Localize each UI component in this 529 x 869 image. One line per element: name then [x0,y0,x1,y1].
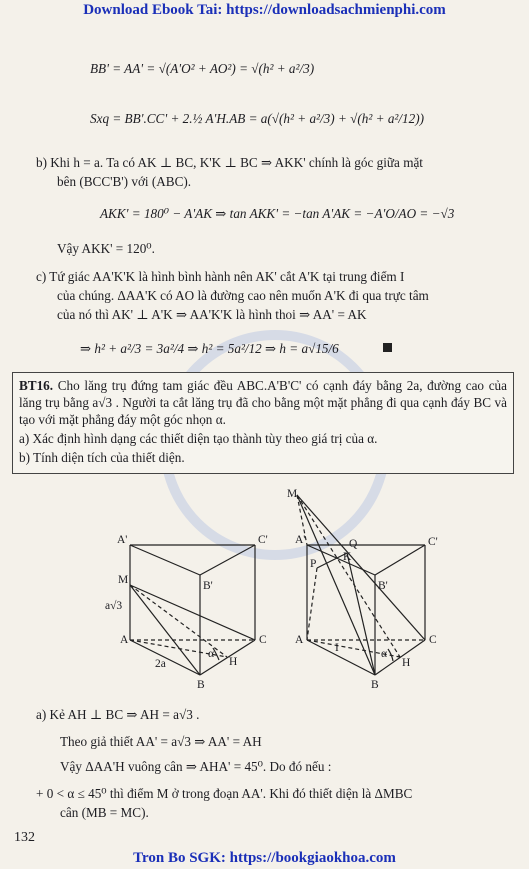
label-b: B [371,679,379,691]
solution-line5: cân (MB = MC). [60,805,149,820]
solution-line4: + 0 < α ≤ 45⁰ thì điểm M ở trong đoạn AA'. Khi đó thiết diện là ΔMBC [36,786,413,801]
label-alpha: α [208,648,215,660]
problem-question-b: b) Tính diện tích của thiết diện. [19,450,185,465]
label-q: Q [349,538,358,550]
figure-right [285,485,465,695]
page-number: 132 [14,830,35,845]
label-b-prime: B' [203,580,213,592]
label-a: A [295,634,304,646]
label-b: B [197,679,205,691]
label-m: M [118,574,129,586]
label-p: P [310,558,317,570]
label-height: a√3 [105,600,123,612]
label-alpha: α [381,648,388,660]
problem-text: Cho lăng trụ đứng tam giác đều ABC.A'B'C' có cạnh đáy bằng 2a, đường cao của lăng trụ bằng a√3 . Người ta cắt lăng trụ đã cho bằng một mặt phẳng đi qua cạnh đáy BC và tạo với mặt phẳng đáy một góc nhọn α. [19,378,507,427]
label-c: C [429,634,437,646]
label-b-prime: B' [378,580,388,592]
label-k: K [343,551,352,563]
label-h: H [229,656,238,668]
part-c-line1: c) Tứ giác AA'K'K là hình bình hành nên AK' cắt A'K tại trung điểm I [36,269,405,284]
label-c-prime: C' [428,536,438,548]
formula-bb: BB' = AA' = √(A'O² + AO²) = √(h² + a²/3) [90,61,315,76]
problem-question-a: a) Xác định hình dạng các thiết diện tạo thành tùy theo giá trị của α. [19,431,378,446]
label-m: M [287,488,298,500]
part-b-line1: b) Khi h = a. Ta có AK ⊥ BC, K'K ⊥ BC ⇒ AKK' chính là góc giữa mặt [36,155,423,170]
label-c: C [259,634,267,646]
problem-label: BT16. [19,378,54,393]
footer-link[interactable]: Tron Bo SGK: https://bookgiaokhoa.com [133,850,396,866]
solution-line2: Theo giả thiết AA' = a√3 ⇒ AA' = AH [60,734,262,749]
label-c-prime: C' [258,534,268,546]
part-b-line2: bên (BCC'B') với (ABC). [57,174,192,189]
label-a: A [120,634,129,646]
part-c-line4: ⇒ h² + a²/3 = 3a²/4 ⇒ h² = 5a²/12 ⇒ h = a√15/6 [80,341,339,356]
problem-statement [19,377,507,428]
part-c-line2: của chúng. ΔAA'K có AO là đường cao nên muốn A'K đi qua trực tâm [57,288,429,303]
problem-box [12,372,514,474]
header-link[interactable]: Download Ebook Tai: https://downloadsachmienphi.com [83,2,446,18]
figure-left [95,525,285,695]
label-h: H [402,657,411,669]
solution-line1: a) Kẻ AH ⊥ BC ⇒ AH = a√3 . [36,707,200,722]
label-a-prime: A' [117,534,128,546]
end-square-icon [383,343,392,352]
part-b-line3: AKK' = 180⁰ − A'AK ⇒ tan AKK' = −tan A'AK = −A'O/AO = −√3 [100,206,455,221]
solution-line3: Vậy ΔAA'H vuông cân ⇒ AHA' = 45⁰. Do đó nếu : [60,759,332,774]
label-i: I [335,642,339,654]
label-a-prime: A' [295,534,306,546]
label-base: 2a [155,658,166,670]
part-c-line3: của nó thì AK' ⊥ A'K ⇒ AA'K'K là hình thoi ⇒ AA' = AK [57,307,367,322]
part-b-line4: Vậy AKK' = 120⁰. [57,241,155,256]
formula-sxq: Sxq = BB'.CC' + 2.½ A'H.AB = a(√(h² + a²/3) + √(h² + a²/12)) [90,111,425,126]
